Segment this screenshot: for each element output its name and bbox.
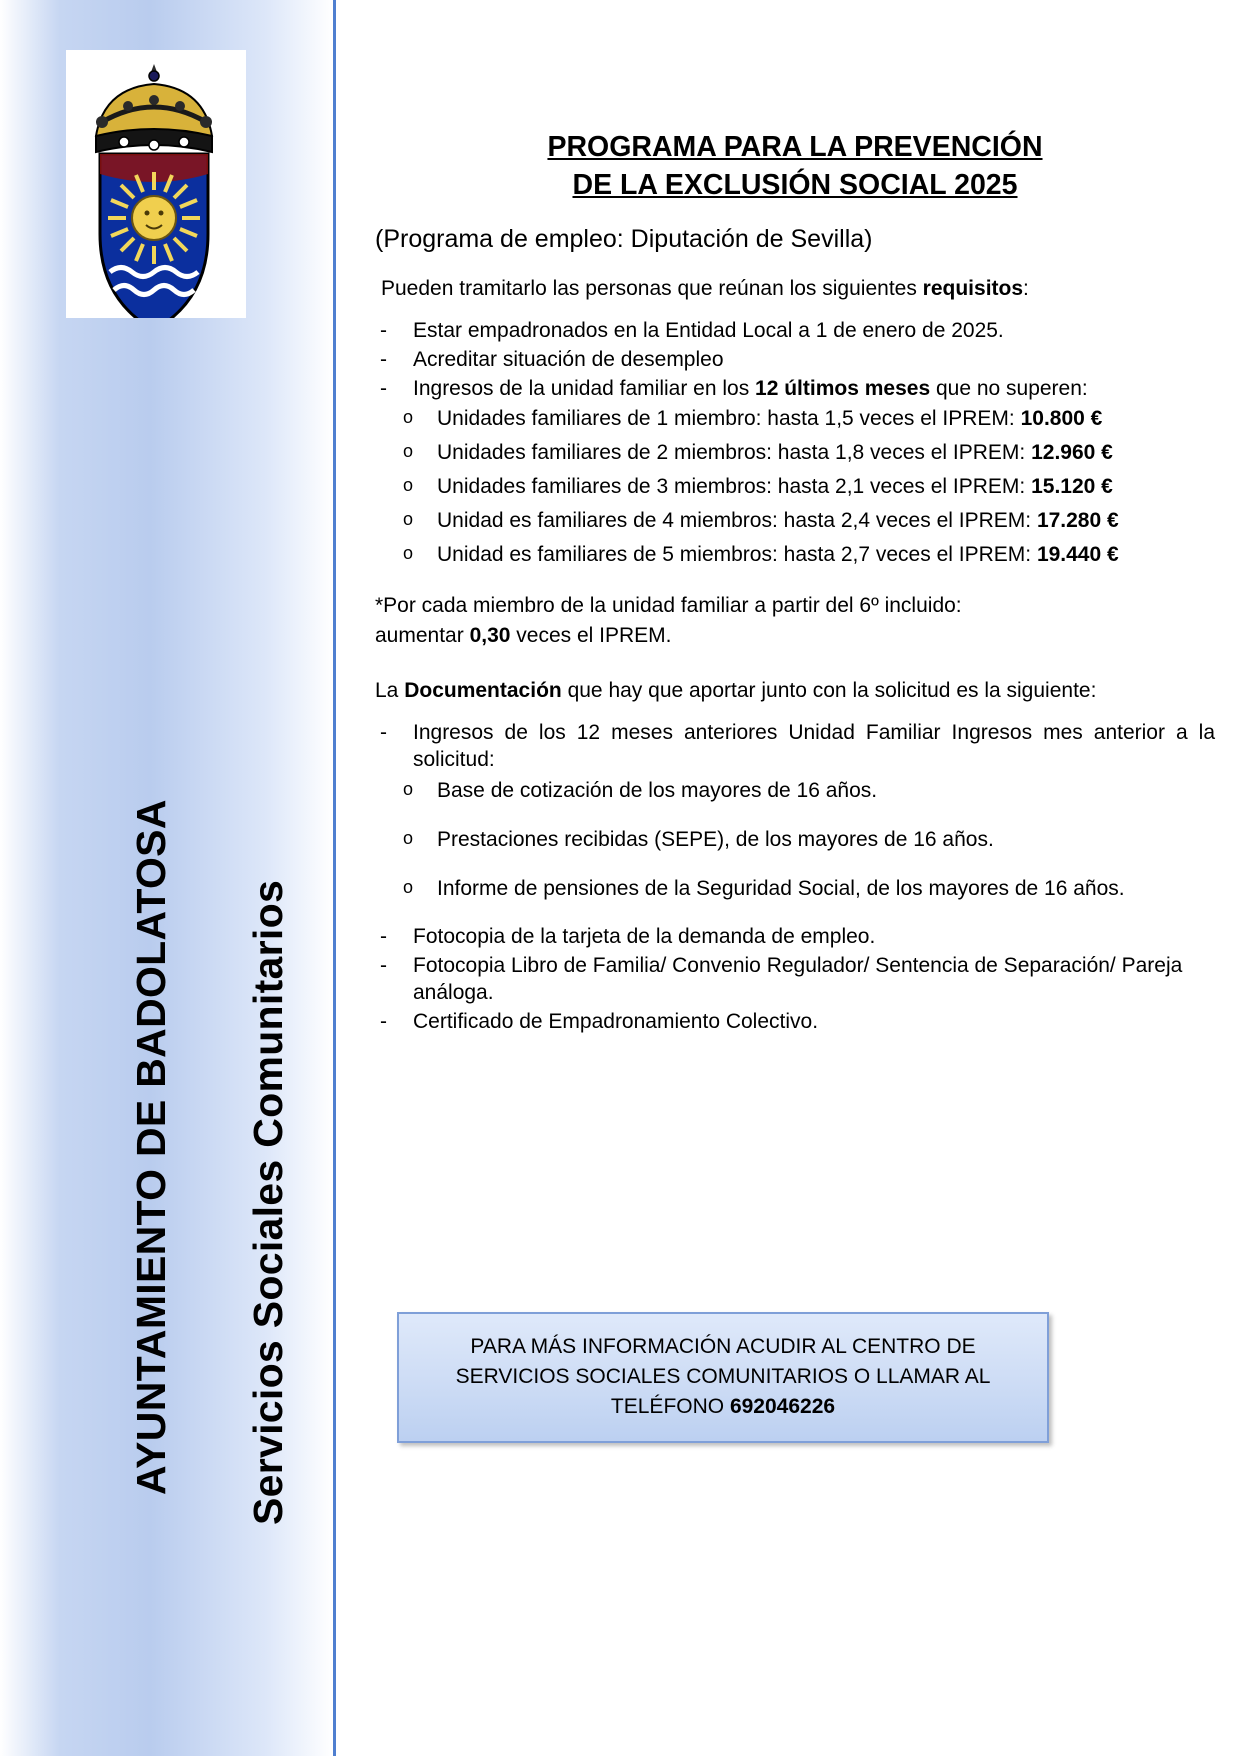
list-item: - Certificado de Empadronamiento Colectivo. (375, 1009, 1215, 1036)
banner-department-name: Servicios Sociales Comunitarios (245, 879, 291, 1525)
list-item: - Acreditar situación de desempleo (375, 347, 1215, 374)
list-item: - Estar empadronados en la Entidad Local a 1 de enero de 2025. (375, 318, 1215, 345)
list-item: - Fotocopia Libro de Familia/ Convenio Regulador/ Sentencia de Separación/ Pareja análoga. (375, 953, 1215, 1007)
income-level-amount: 10.800 € (1020, 407, 1103, 431)
documents-list-rest (375, 924, 1215, 1036)
list-item: o Informe de pensiones de la Seguridad Social, de los mayores de 16 años. (375, 876, 1215, 903)
info-box-phone-label: TELÉFONO (610, 1394, 730, 1418)
list-item: - Ingresos de los 12 meses anteriores Unidad Familiar Ingresos mes anterior a la solicitud: (375, 720, 1215, 774)
list-item (375, 440, 1215, 467)
list-item (375, 542, 1215, 569)
list-item (375, 508, 1215, 535)
documentation-pre: La (375, 678, 405, 702)
list-item (375, 474, 1215, 501)
income-level-text: Unidades familiares de 2 miembros: hasta 1,8 veces el IPREM: (437, 441, 1032, 465)
intro-text: Pueden tramitarlo las personas que reúnan los siguientes (381, 277, 923, 301)
coat-of-arms-icon (66, 50, 246, 318)
income-text-post: que no superen: (930, 376, 1088, 400)
iprem-note-bold: 0,30 (469, 624, 511, 648)
iprem-note (375, 591, 1215, 652)
info-box-line-1: PARA MÁS INFORMACIÓN ACUDIR AL CENTRO DE (470, 1335, 976, 1358)
income-text-bold: 12 últimos meses (755, 376, 931, 400)
info-box-line-2: SERVICIOS SOCIALES COMUNITARIOS O LLAMAR AL (455, 1364, 991, 1388)
iprem-note-line1: *Por cada miembro de la unidad familiar a partir del 6º incluido: (375, 593, 962, 617)
list-item-income (375, 376, 1215, 403)
income-level-amount: 19.440 € (1036, 542, 1119, 566)
income-level-amount: 17.280 € (1036, 509, 1119, 533)
income-level-text: Unidad es familiares de 4 miembros: hasta 2,4 veces el IPREM: (437, 509, 1037, 533)
list-item: o Base de cotización de los mayores de 16 años. (375, 778, 1215, 805)
requirements-list (375, 318, 1215, 403)
list-item: o Prestaciones recibidas (SEPE), de los mayores de 16 años. (375, 827, 1215, 854)
list-item: - Fotocopia de la tarjeta de la demanda de empleo. (375, 924, 1215, 951)
documents-list-first (375, 720, 1215, 774)
title-line-1: PROGRAMA PARA LA PREVENCIÓN (547, 131, 1043, 163)
documentation-paragraph (375, 676, 1215, 706)
iprem-note-post: veces el IPREM. (510, 624, 672, 648)
intro-colon: : (1023, 277, 1029, 301)
left-banner (0, 0, 336, 1756)
income-levels-list (375, 406, 1215, 568)
info-box-phone-number: 692046226 (729, 1394, 836, 1418)
title-line-2: DE LA EXCLUSIÓN SOCIAL 2025 (572, 169, 1018, 202)
banner-vertical-text (0, 340, 336, 1720)
page-title (375, 0, 1215, 205)
iprem-note-pre: aumentar (375, 624, 470, 648)
income-level-amount: 12.960 € (1031, 441, 1113, 465)
income-level-text: Unidad es familiares de 5 miembros: hasta 2,7 veces el IPREM: (437, 542, 1037, 566)
documentation-bold: Documentación (404, 678, 562, 702)
income-level-text: Unidades familiares de 1 miembro: hasta 1,5 veces el IPREM: (437, 407, 1021, 431)
poster-content (375, 0, 1215, 1756)
income-level-text: Unidades familiares de 3 miembros: hasta 2,1 veces el IPREM: (437, 475, 1032, 499)
banner-town-name: AYUNTAMIENTO DE BADOLATOSA (128, 799, 174, 1495)
documents-sublist (375, 778, 1215, 903)
list-item (375, 406, 1215, 433)
documentation-post: que hay que aportar junto con la solicitud es la siguiente: (561, 678, 1097, 702)
intro-paragraph (381, 275, 1215, 303)
income-level-amount: 15.120 € (1031, 475, 1113, 499)
intro-bold: requisitos (922, 277, 1024, 301)
subtitle: (Programa de empleo: Diputación de Sevilla) (375, 224, 873, 253)
income-text-pre: Ingresos de la unidad familiar en los (413, 376, 756, 400)
info-box (397, 1312, 1049, 1443)
